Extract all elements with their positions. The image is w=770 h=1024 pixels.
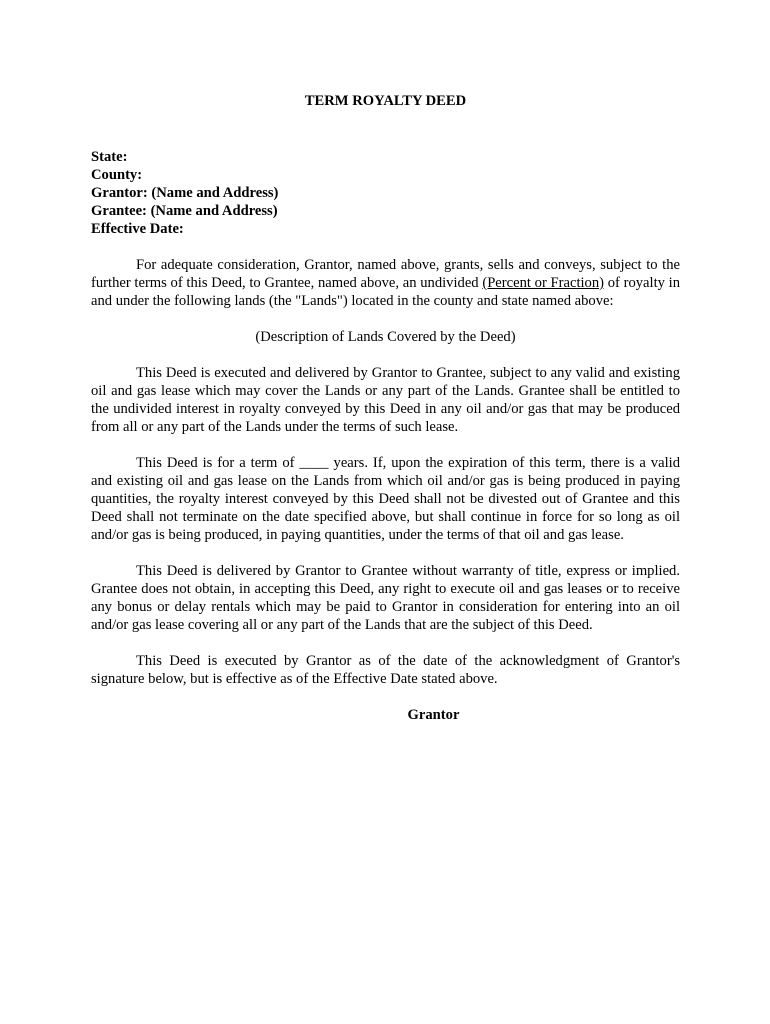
percent-or-fraction-blank: (Percent or Fraction) [482,275,605,291]
field-state: State: [91,149,128,165]
lands-description: (Description of Lands Covered by the Deed) [255,329,516,345]
term-paragraph: This Deed is for a term of ____ years. If, upon the expiration of this term, there is a valid and existing oil and gas lease on the Lands from which oil and/or gas is being produced in paying quantities, the royalty interest conveyed by this Deed shall not be divested out of Grantee and this Deed shall not terminate on the date specified above, but shall continue in force for so long as oil and/or gas is being produced, in paying quantities, under the terms of that oil and gas lease. [91,455,680,543]
field-effective-date: Effective Date: [91,221,184,237]
lease-paragraph: This Deed is executed and delivered by Grantor to Grantee, subject to any valid and existing oil and gas lease which may cover the Lands or any part of the Lands. Grantee shall be entitled to the undivided interest in royalty conveyed by this Deed in any oil and/or gas that may be produced from all or any part of the Lands under the terms of such lease. [91,365,680,435]
grant-paragraph [91,256,680,310]
document-body [91,92,680,724]
grant-text-before: For adequate consideration, Grantor, named above, grants, sells and conveys, subject to the further terms of this Deed, to Grantee, named above, an undivided [91,257,680,291]
execution-paragraph: This Deed is executed by Grantor as of the date of the acknowledgment of Grantor's signature below, but is effective as of the Effective Date stated above. [91,653,680,687]
grant-text-after: of royalty in and under the following lands (the "Lands") located in the county and state named above: [91,275,680,309]
deed-fields [91,148,680,238]
warranty-paragraph: This Deed is delivered by Grantor to Grantee without warranty of title, express or implied. Grantee does not obtain, in accepting this Deed, any right to execute oil and gas leases or to receive any bonus or delay rentals which may be paid to Grantor in consideration for entering into an oil and/or gas lease covering all or any part of the Lands that are the subject of this Deed. [91,563,680,633]
field-grantor: Grantor: (Name and Address) [91,185,279,201]
field-grantee: Grantee: (Name and Address) [91,203,278,219]
grantor-signature-label: Grantor [407,707,460,723]
field-county: County: [91,167,143,183]
document-title: TERM ROYALTY DEED [304,93,467,109]
